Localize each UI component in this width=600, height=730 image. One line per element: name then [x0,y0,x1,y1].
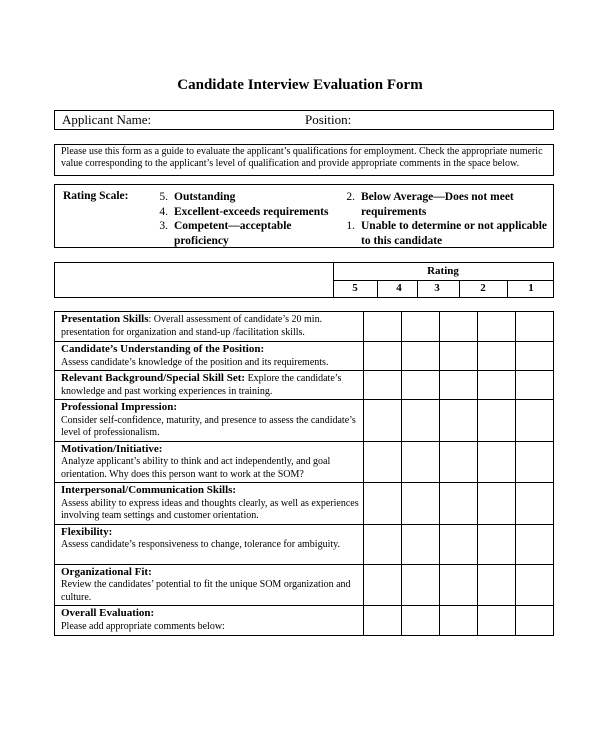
rating-checkbox-cell-5[interactable] [364,312,402,342]
criteria-description: Assess candidate’s responsiveness to change, tolerance for ambiguity. [61,539,340,550]
rating-checkbox-cell-2[interactable] [478,441,516,483]
criteria-description-cell [55,606,364,636]
criteria-row [55,312,554,342]
rating-checkbox-cell-4[interactable] [402,441,440,483]
applicant-info-row [54,110,554,130]
rating-checkbox-cell-2[interactable] [478,371,516,400]
rating-scale-box [54,184,554,248]
rating-checkbox-cell-4[interactable] [402,400,440,442]
rating-scale-item: 1. Unable to determine or not applicable to this candidate [346,220,548,247]
rating-checkbox-cell-2[interactable] [478,564,516,606]
rating-checkbox-cell-1[interactable] [516,371,554,400]
rating-checkbox-cell-2[interactable] [478,400,516,442]
rating-column-4: 4 [396,282,402,294]
rating-checkbox-cell-5[interactable] [364,524,402,564]
rating-scale-item: 2. Below Average—Does not meet requirements [346,191,514,218]
rating-checkbox-cell-4[interactable] [402,483,440,525]
rating-checkbox-cell-4[interactable] [402,606,440,636]
criteria-description: Please add appropriate comments below: [61,620,225,632]
rating-checkbox-cell-4[interactable] [402,371,440,400]
criteria-title: Candidate’s Understanding of the Position: [61,343,265,355]
rating-checkbox-cell-3[interactable] [440,606,478,636]
rating-checkbox-cell-5[interactable] [364,441,402,483]
rating-checkbox-cell-5[interactable] [364,606,402,636]
criteria-row [55,606,554,636]
rating-checkbox-cell-2[interactable] [478,483,516,525]
rating-header-title: Rating [427,265,459,277]
rating-checkbox-cell-2[interactable] [478,606,516,636]
rating-scale-label: Rating Scale: [63,190,129,202]
rating-checkbox-cell-3[interactable] [440,441,478,483]
criteria-description-cell [55,524,364,564]
criteria-row [55,564,554,606]
rating-checkbox-cell-2[interactable] [478,524,516,564]
criteria-row [55,400,554,442]
criteria-description-cell [55,400,364,442]
criteria-title: Interpersonal/Communication Skills: [61,484,237,496]
criteria-title: Overall Evaluation: [61,607,155,619]
criteria-description-cell [55,564,364,606]
criteria-row [55,342,554,371]
criteria-title: Relevant Background/Special Skill Set: [61,372,246,384]
rating-header-table [54,262,554,298]
position-label: Position: [305,112,352,127]
criteria-description-cell [55,342,364,371]
criteria-row [55,483,554,525]
rating-checkbox-cell-3[interactable] [440,400,478,442]
rating-scale-item: 3. Competent—acceptable proficiency [159,220,292,247]
criteria-description: Assess candidate’s knowledge of the position and its requirements. [61,356,329,368]
criteria-description-cell [55,483,364,525]
rating-checkbox-cell-2[interactable] [478,342,516,371]
criteria-row [55,441,554,483]
rating-checkbox-cell-1[interactable] [516,342,554,371]
rating-checkbox-cell-1[interactable] [516,312,554,342]
criteria-title: Presentation Skills [61,313,149,325]
rating-checkbox-cell-3[interactable] [440,342,478,371]
instructions-box: Please use this form as a guide to evaluate the applicant’s qualifications for employment. Check the appropriate numeric value corresponding to the applicant’s level of qualification and provide appropriate comments in the space below. [54,144,554,176]
rating-checkbox-cell-4[interactable] [402,342,440,371]
evaluation-criteria-table [54,311,554,636]
rating-checkbox-cell-5[interactable] [364,564,402,606]
rating-checkbox-cell-3[interactable] [440,371,478,400]
rating-checkbox-cell-1[interactable] [516,400,554,442]
rating-checkbox-cell-4[interactable] [402,524,440,564]
criteria-description-cell [55,441,364,483]
rating-scale-item: 4. Excellent-exceeds requirements [159,205,329,218]
rating-column-2: 2 [480,282,486,294]
criteria-description: : Overall assessment of candidate’s 20 min. presentation for organization and stand-up /facilitation skills. [61,314,323,338]
rating-scale-item: 5. Outstanding [159,191,236,203]
rating-column-1: 1 [528,282,534,294]
rating-checkbox-cell-3[interactable] [440,524,478,564]
rating-scale-left-column [151,190,331,248]
rating-checkbox-cell-4[interactable] [402,312,440,342]
rating-checkbox-cell-3[interactable] [440,483,478,525]
rating-checkbox-cell-2[interactable] [478,312,516,342]
criteria-row [55,524,554,564]
criteria-description: Review the candidates’ potential to fit the unique SOM organization and culture. [61,579,351,603]
rating-checkbox-cell-4[interactable] [402,564,440,606]
criteria-description-cell [55,371,364,400]
criteria-description: Explore the candidate’s knowledge and past working experiences in training. [61,373,342,397]
rating-checkbox-cell-1[interactable] [516,524,554,564]
rating-checkbox-cell-3[interactable] [440,312,478,342]
rating-checkbox-cell-5[interactable] [364,371,402,400]
rating-checkbox-cell-5[interactable] [364,483,402,525]
form-title: Candidate Interview Evaluation Form [177,77,423,93]
rating-checkbox-cell-1[interactable] [516,564,554,606]
criteria-title: Organizational Fit: [61,565,152,578]
criteria-description: Assess ability to express ideas and thoughts clearly, as well as experiences involving team settings and customer orientation. [61,497,359,521]
criteria-description: Analyze applicant’s ability to think and act independently, and goal orientation. Why does this person want to work at the SOM? [61,456,331,480]
criteria-title: Motivation/Initiative: [61,442,163,455]
rating-scale-right-column [338,190,553,248]
rating-checkbox-cell-1[interactable] [516,606,554,636]
criteria-description: Consider self-confidence, maturity, and presence to assess the candidate’s level of professionalism. [61,414,356,438]
criteria-row [55,371,554,400]
rating-checkbox-cell-5[interactable] [364,400,402,442]
applicant-name-label: Applicant Name: [62,112,152,127]
criteria-description-cell [55,312,364,342]
rating-checkbox-cell-1[interactable] [516,483,554,525]
rating-checkbox-cell-3[interactable] [440,564,478,606]
rating-column-5: 5 [352,282,358,294]
rating-checkbox-cell-5[interactable] [364,342,402,371]
criteria-title: Flexibility: [61,525,113,538]
criteria-title: Professional Impression: [61,401,178,413]
rating-column-3: 3 [434,282,440,294]
rating-checkbox-cell-1[interactable] [516,441,554,483]
